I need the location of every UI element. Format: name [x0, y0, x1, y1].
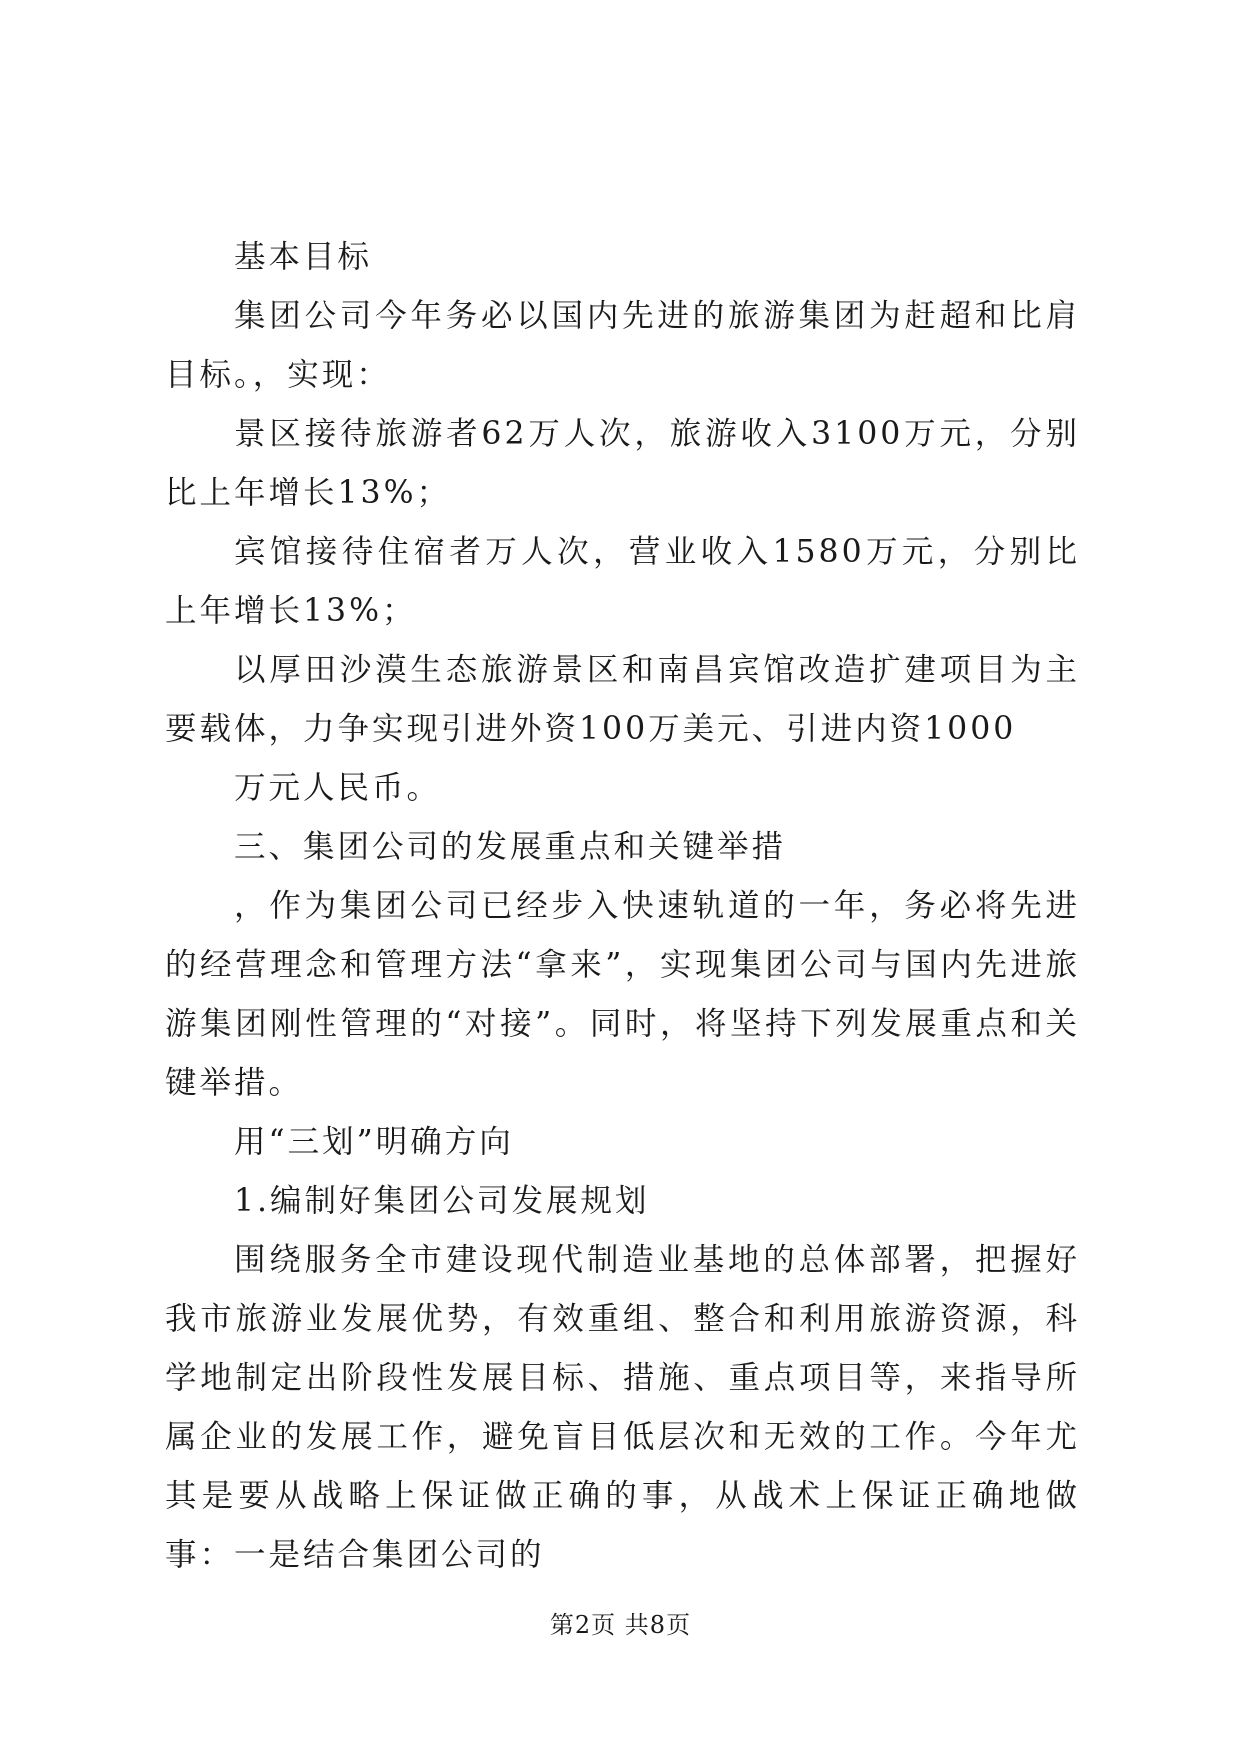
- paragraph-hotel-targets: 宾馆接待住宿者万人次，营业收入1580万元，分别比上年增长13%；: [165, 534, 1080, 629]
- heading-section-three: 三、集团公司的发展重点和关键举措: [234, 829, 787, 865]
- page-number-footer: 第2页 共8页: [549, 1611, 692, 1639]
- heading-basic-goals: 基本目标: [234, 239, 373, 275]
- paragraph-development-plan: 围绕服务全市建设现代制造业基地的总体部署，把握好我市旅游业发展优势，有效重组、整合和利用旅游资源，科学地制定出阶段性发展目标、措施、重点项目等，来指导所属企业的发展工作，避免盲目低层次和无效的工作。今年尤其是要从战略上保证做正确的事，从战术上保证正确地做事：一是结合集团公司的: [165, 1242, 1080, 1573]
- paragraph-scenic-targets: 景区接待旅游者62万人次，旅游收入3100万元，分别比上年增长13%；: [165, 416, 1080, 511]
- paragraph-goal-statement: 集团公司今年务必以国内先进的旅游集团为赶超和比肩目标。，实现：: [165, 298, 1080, 393]
- paragraph-investment-targets: 以厚田沙漠生态旅游景区和南昌宾馆改造扩建项目为主要载体，力争实现引进外资100万美元、引进内资1000: [165, 652, 1080, 747]
- paragraph-section-intro: ，作为集团公司已经步入快速轨道的一年，务必将先进的经营理念和管理方法“拿来”，实现集团公司与国内先进旅游集团刚性管理的“对接”。同时，将坚持下列发展重点和关键举措。: [165, 888, 1080, 1101]
- document-body: [165, 228, 1080, 1585]
- subheading-development-plan: 1.编制好集团公司发展规划: [234, 1183, 650, 1219]
- paragraph-investment-continued: 万元人民币。: [234, 770, 442, 806]
- subheading-three-plans: 用“三划”明确方向: [234, 1124, 514, 1160]
